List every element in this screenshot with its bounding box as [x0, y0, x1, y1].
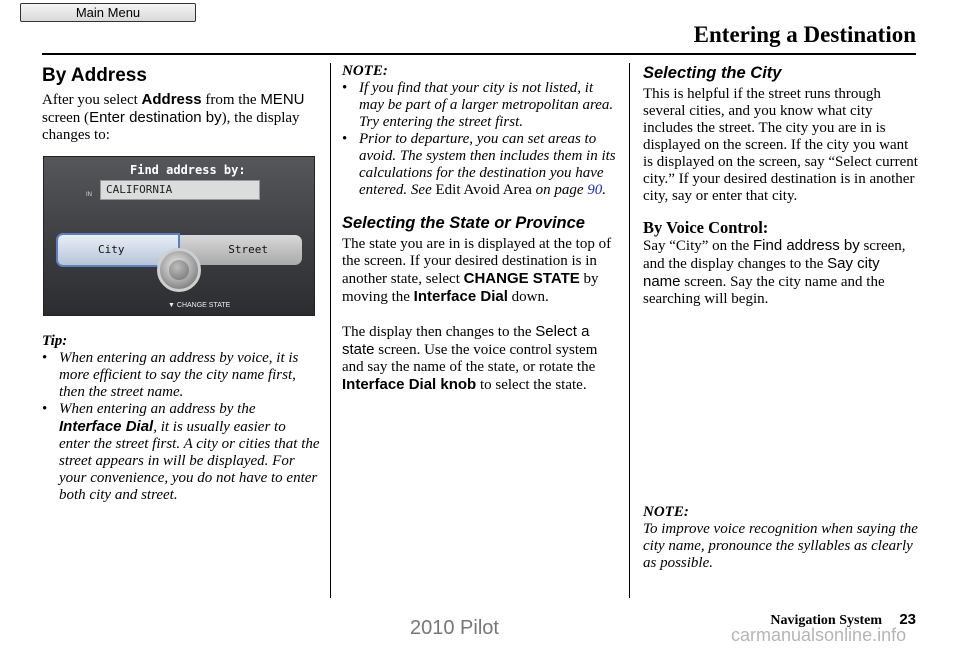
page-title: Entering a Destination: [693, 22, 916, 47]
page-link[interactable]: 90: [587, 182, 603, 198]
text-run: Say “City” on the: [643, 238, 753, 254]
text-run: The state you are in is displayed at the top of the screen. If your desired destination is in another state, select: [342, 236, 612, 287]
note-heading: NOTE:: [643, 504, 689, 520]
text-run: Address: [141, 91, 202, 108]
text-run: Say city name: [643, 255, 880, 290]
list-item: [342, 131, 619, 199]
street-button[interactable]: Street: [180, 235, 302, 265]
text-run: Interface Dial: [59, 418, 154, 435]
site-watermark: carmanualsonline.info: [731, 625, 907, 645]
tip-list: [42, 350, 320, 504]
text-run: ), the display changes to:: [42, 110, 300, 143]
column-state: [342, 63, 619, 394]
text-run: , it is usually easier to enter the street first. A city or cities that the street appears in will be displayed. For your convenience, you do not have to enter both city and street.: [59, 419, 320, 503]
text-run: Interface Dial: [413, 288, 508, 305]
change-state-button[interactable]: [168, 297, 230, 314]
text-run: Select a state: [342, 323, 590, 358]
text-run: screen. Use the voice control system and say the name of the state, or rotate the: [342, 342, 598, 375]
list-item: [42, 401, 320, 504]
text-run: Enter destination by: [89, 109, 222, 126]
screen-title: Find address by:: [130, 163, 246, 177]
text-run: CHANGE STATE: [463, 270, 580, 287]
city-note: [643, 504, 918, 572]
text-run: MENU: [260, 91, 305, 108]
city-paragraph: This is helpful if the street runs through several cities, and you know what city includes the street. The city you are in is displayed on the screen. If the city you want is displayed on the screen, say “Select current city.” If your desired destination is in another city, say or enter that city.: [643, 86, 918, 204]
column-divider: [629, 63, 630, 598]
note-text: To improve voice recognition when saying the city name, pronounce the syllables as clearly as possible.: [643, 521, 918, 571]
text-run: screen (: [42, 110, 90, 126]
section-heading-by-address: By Address: [42, 65, 147, 86]
model-watermark: 2010 Pilot: [410, 617, 499, 639]
note-heading: NOTE:: [342, 63, 388, 79]
section-heading-state: Selecting the State or Province: [342, 214, 585, 232]
column-city: [643, 63, 918, 571]
change-state-label: CHANGE STATE: [176, 302, 231, 309]
voice-control-heading: By Voice Control:: [643, 218, 769, 237]
text-run: The display then changes to the: [342, 324, 536, 340]
interface-dial-icon[interactable]: [157, 248, 201, 292]
state-field[interactable]: CALIFORNIA: [100, 180, 260, 200]
city-button[interactable]: City: [56, 233, 180, 267]
text-run: to select the state.: [476, 377, 587, 393]
intro-paragraph: [42, 91, 320, 144]
list-item: [342, 80, 619, 131]
text-run: If you find that your city is not listed, it may be part of a larger metropolitan area. Try entering the street first.: [359, 80, 614, 130]
screen-in-label: IN: [86, 192, 92, 198]
voice-paragraph: [643, 237, 918, 308]
text-run: Edit Avoid Area: [435, 182, 532, 198]
tip-heading: Tip:: [42, 333, 68, 349]
text-run: on page: [531, 182, 588, 198]
column-divider: [330, 63, 331, 598]
section-heading-city: Selecting the City: [643, 64, 782, 82]
text-run: Interface Dial knob: [342, 376, 477, 393]
text-run: After you select: [42, 92, 142, 108]
text-run: screen. Say the city name and the searching will begin.: [643, 274, 885, 307]
select-state-paragraph: [342, 323, 619, 394]
note-list: [342, 80, 619, 199]
text-run: When entering an address by the: [59, 401, 256, 417]
page-number: 23: [899, 611, 916, 628]
list-item: [42, 350, 320, 401]
state-paragraph: [342, 236, 619, 306]
text-run: When entering an address by voice, it is more efficient to say the city name first, then the street name.: [59, 350, 299, 400]
text-run: from the: [201, 92, 261, 108]
text-run: .: [602, 182, 607, 198]
text-run: by moving the: [342, 271, 599, 305]
footer-section-label: Navigation System: [770, 613, 882, 628]
main-menu-button[interactable]: Main Menu: [20, 3, 196, 22]
triangle-down-icon: ▼: [168, 302, 175, 309]
find-address-screen: [43, 156, 315, 316]
text-run: screen, and the display changes to the: [643, 238, 906, 272]
text-run: Find address by: [752, 237, 860, 254]
interface-dial-knob-icon: [169, 260, 189, 280]
text-run: Prior to departure, you can set areas to avoid. The system then includes them in its calculations for the destination you have entered. See: [359, 131, 616, 198]
text-run: down.: [507, 289, 549, 305]
column-by-address: [42, 63, 320, 504]
header-rule: [42, 53, 916, 55]
